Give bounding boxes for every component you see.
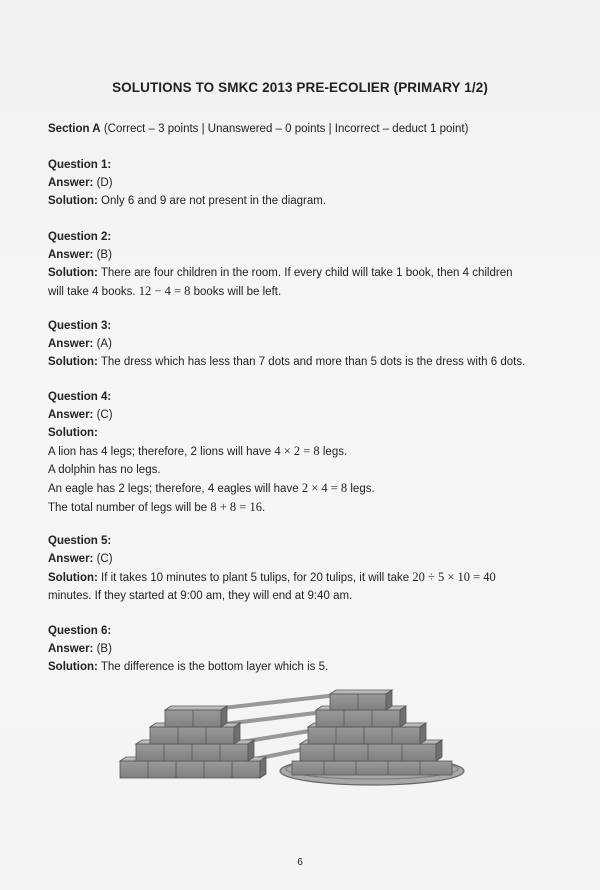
- question-title: Question 1:: [48, 159, 112, 171]
- math-expression: 12 − 4 = 8: [138, 284, 191, 298]
- solution-line: [48, 264, 558, 282]
- solution-text: books will be left.: [193, 286, 282, 298]
- solution-text: A lion has 4 legs; therefore, 2 lions will have: [48, 446, 272, 458]
- page-number: 6: [297, 857, 303, 868]
- math-expression: 2 × 4 = 8: [301, 481, 348, 495]
- answer-value: (B): [96, 643, 112, 655]
- solution-label: Solution:: [48, 356, 98, 368]
- math-expression: 4 × 2 = 8: [274, 444, 320, 458]
- solution-label: Solution:: [48, 427, 98, 439]
- solution-text: If it takes 10 minutes to plant 5 tulips, for 20 tulips, it will take: [101, 572, 410, 584]
- solution-line: [48, 353, 558, 371]
- solution-line-2: minutes. If they started at 9:00 am, they will end at 9:40 am.: [48, 590, 353, 602]
- solution-line-4: [48, 498, 558, 517]
- solution-label: Solution:: [48, 661, 98, 673]
- solution-text: will take 4 books.: [48, 286, 136, 298]
- answer-line: [48, 640, 558, 658]
- question-title: Question 4:: [48, 391, 112, 403]
- answer-line: [48, 246, 558, 264]
- solution-text: The difference is the bottom layer which is 5.: [100, 661, 329, 673]
- answer-value: (C): [96, 409, 113, 421]
- answer-label: Answer:: [48, 643, 94, 655]
- solution-text: An eagle has 2 legs; therefore, 4 eagles will have: [48, 483, 299, 495]
- answer-line: [48, 406, 558, 424]
- question-title: Question 6:: [48, 625, 112, 637]
- solution-text: Only 6 and 9 are not present in the diagram.: [101, 195, 327, 207]
- block-pyramids-figure: [110, 685, 480, 800]
- solution-text: There are four children in the room. If every child will take 1 book, then 4 children: [100, 267, 513, 279]
- question-title: Question 2:: [48, 231, 112, 243]
- pyramid-diagram: [110, 685, 480, 795]
- solution-label: Solution:: [48, 195, 98, 207]
- solution-line-2: [48, 282, 558, 301]
- answer-value: (B): [96, 249, 112, 261]
- question-6: [48, 622, 558, 676]
- solution-text: .: [261, 502, 266, 514]
- answer-label: Answer:: [48, 553, 94, 565]
- section-a-header: [48, 123, 468, 135]
- solution-line: [48, 658, 558, 676]
- answer-line: [48, 550, 558, 568]
- question-2: [48, 228, 558, 301]
- left-pyramid: [120, 706, 266, 778]
- question-title: Question 3:: [48, 320, 112, 332]
- solution-text: legs.: [350, 483, 375, 495]
- math-expression: 20 ÷ 5 × 10 = 40: [412, 570, 496, 584]
- answer-line: [48, 174, 558, 192]
- question-5: [48, 532, 558, 605]
- right-pyramid: [280, 690, 464, 785]
- solution-text: legs.: [322, 446, 348, 458]
- solution-text: The total number of legs will be: [48, 502, 208, 514]
- question-3: [48, 317, 558, 371]
- page-title: SOLUTIONS TO SMKC 2013 PRE-ECOLIER (PRIMARY 1/2): [112, 80, 488, 95]
- answer-label: Answer:: [48, 338, 94, 350]
- answer-label: Answer:: [48, 409, 94, 421]
- solution-label: Solution:: [48, 572, 98, 584]
- question-4: [48, 388, 558, 517]
- question-1: [48, 156, 558, 210]
- question-title: Question 5:: [48, 535, 112, 547]
- solution-line-3: [48, 479, 558, 498]
- solution-text: The dress which has less than 7 dots and more than 5 dots is the dress with 6 dots.: [100, 356, 526, 368]
- answer-label: Answer:: [48, 177, 94, 189]
- answer-label: Answer:: [48, 249, 94, 261]
- answer-value: (D): [96, 177, 113, 189]
- answer-value: (C): [96, 553, 113, 565]
- section-label: Section A: [48, 123, 101, 135]
- solution-line: [48, 192, 558, 210]
- answer-line: [48, 335, 558, 353]
- solution-line-2: A dolphin has no legs.: [48, 464, 161, 476]
- answer-value: (A): [96, 338, 112, 350]
- section-rules: (Correct – 3 points | Unanswered – 0 points | Incorrect – deduct 1 point): [103, 123, 469, 135]
- math-expression: 8 + 8 = 16: [210, 500, 262, 514]
- solution-label: Solution:: [48, 267, 98, 279]
- solution-line-1: [48, 442, 558, 461]
- solution-line: [48, 568, 558, 587]
